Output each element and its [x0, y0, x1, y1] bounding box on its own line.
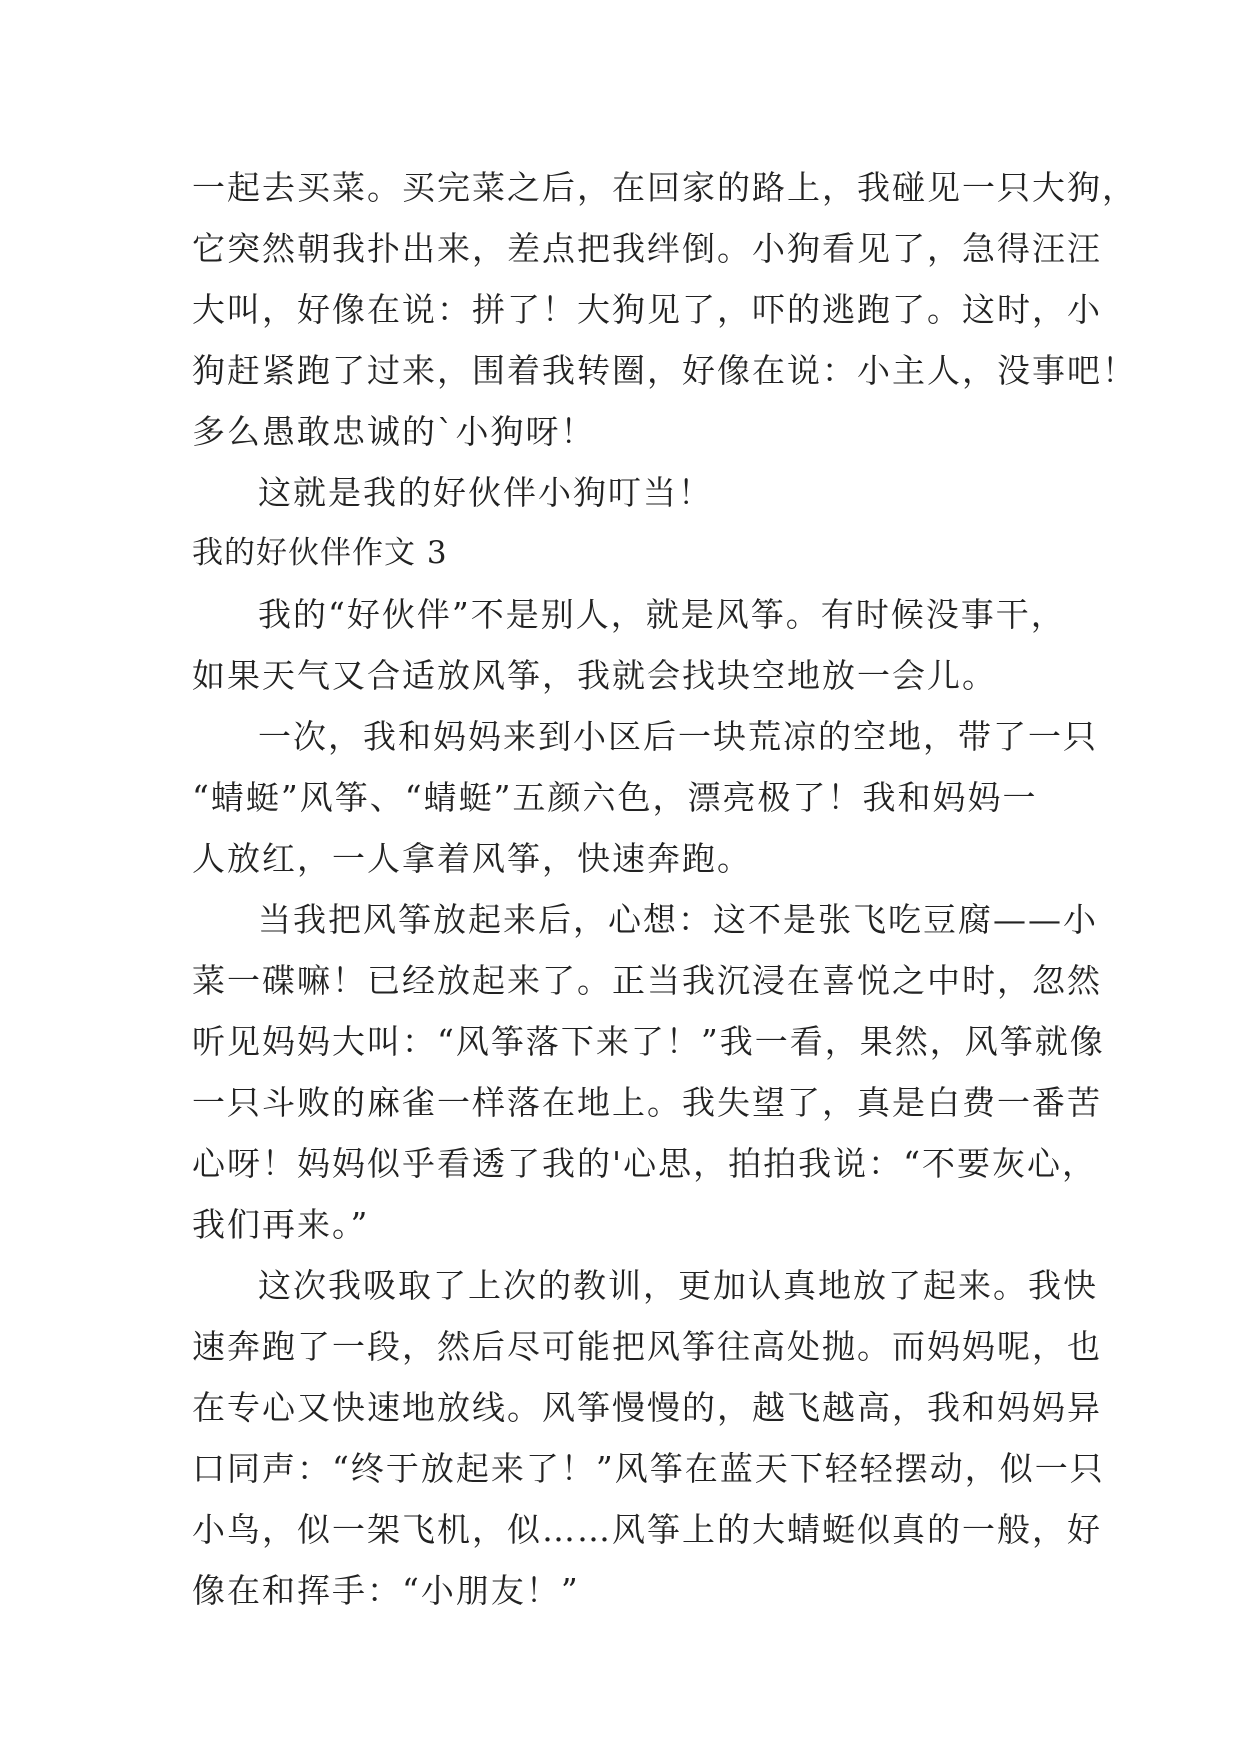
text-line: 这就是我的好伙伴小狗叮当！ [258, 473, 713, 512]
text-line: 这次我吸取了上次的教训，更加认真地放了起来。我快 [258, 1266, 1098, 1305]
text-line: 狗赶紧跑了过来，围着我转圈，好像在说：小主人，没事吧！ [192, 351, 1137, 390]
text-line: 一次，我和妈妈来到小区后一块荒凉的空地，带了一只 [258, 717, 1098, 756]
section-heading: 我的好伙伴作文 3 [192, 535, 448, 571]
text-line: 一只斗败的麻雀一样落在地上。我失望了，真是白费一番苦 [192, 1083, 1102, 1122]
text-line: 如果天气又合适放风筝，我就会找块空地放一会儿。 [192, 656, 997, 695]
text-line: 我们再来。” [192, 1205, 370, 1244]
text-line: “蜻蜓”风筝、“蜻蜓”五颜六色，漂亮极了！我和妈妈一 [192, 778, 1038, 817]
text-line: 大叫，好像在说：拼了！大狗见了，吓的逃跑了。这时，小 [192, 290, 1102, 329]
text-line: 当我把风筝放起来后，心想：这不是张飞吃豆腐——小 [258, 900, 1098, 939]
text-line: 多么愚敢忠诚的`小狗呀！ [192, 412, 596, 451]
text-line: 我的“好伙伴”不是别人，就是风筝。有时候没事干， [258, 595, 1066, 634]
text-line: 口同声：“终于放起来了！”风筝在蓝天下轻轻摆动，似一只 [192, 1449, 1105, 1488]
text-line: 速奔跑了一段，然后尽可能把风筝往高处抛。而妈妈呢，也 [192, 1327, 1102, 1366]
text-line: 菜一碟嘛！已经放起来了。正当我沉浸在喜悦之中时，忽然 [192, 961, 1102, 1000]
text-line: 一起去买菜。买完菜之后，在回家的路上，我碰见一只大狗， [192, 168, 1137, 207]
text-line: 听见妈妈大叫：“风筝落下来了！”我一看，果然，风筝就像 [192, 1022, 1105, 1061]
text-line: 人放红，一人拿着风筝，快速奔跑。 [192, 839, 752, 878]
text-line: 在专心又快速地放线。风筝慢慢的，越飞越高，我和妈妈异 [192, 1388, 1102, 1427]
text-line: 它突然朝我扑出来，差点把我绊倒。小狗看见了，急得汪汪 [192, 229, 1102, 268]
document-body [192, 157, 1137, 1621]
text-line: 小鸟，似一架飞机，似……风筝上的大蜻蜓似真的一般，好 [192, 1510, 1102, 1549]
text-line: 像在和挥手：“小朋友！” [192, 1571, 580, 1610]
text-line: 心呀！妈妈似乎看透了我的'心思，拍拍我说：“不要灰心， [192, 1144, 1097, 1183]
